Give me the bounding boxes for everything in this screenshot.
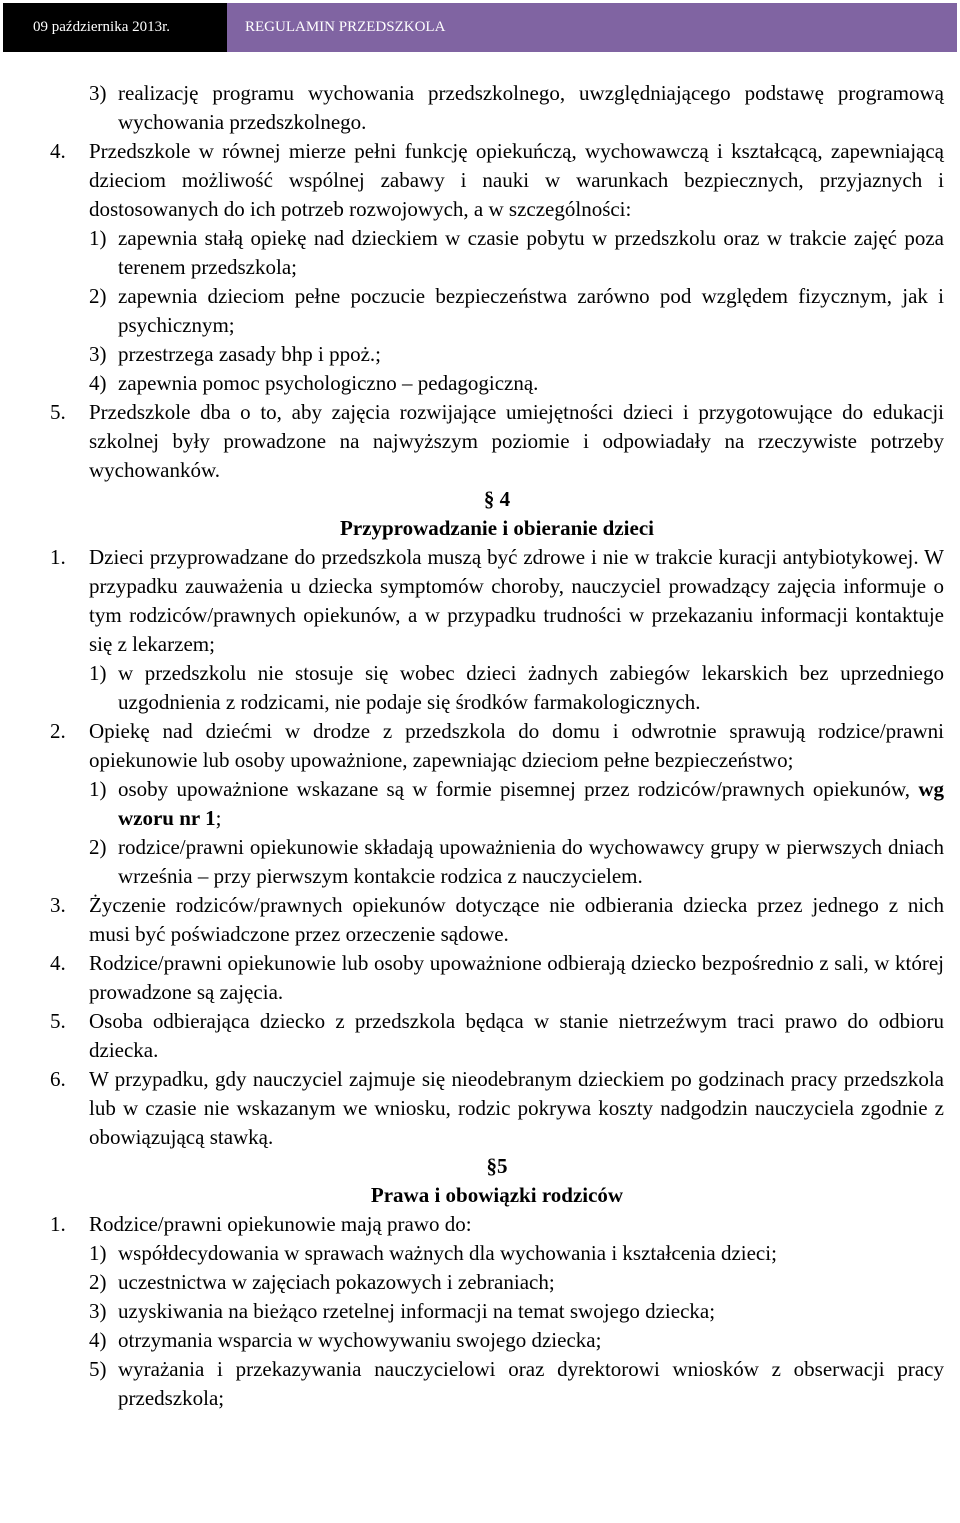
item-text: zapewnia dzieciom pełne poczucie bezpieczeństwa zarówno pod względem fizycznym, jak i psychicznym; — [118, 284, 944, 337]
list-subitem — [50, 833, 944, 891]
list-item — [50, 717, 944, 775]
item-text: przestrzega zasady bhp i ppoż.; — [118, 342, 381, 366]
item-text-end: ; — [215, 806, 222, 830]
list-item — [50, 398, 944, 485]
item-text: współdecydowania w sprawach ważnych dla wychowania i kształcenia dzieci; — [118, 1241, 777, 1265]
item-text: osoby upoważnione wskazane są w formie pisemnej przez rodziców/prawnych opiekunów, — [118, 777, 919, 801]
item-text: W przypadku, gdy nauczyciel zajmuje się nieodebranym dzieckiem po godzinach pracy przedszkola lub w czasie nie wskazanym we wniosku, rodzic pokrywa koszty nadgodzin nauczyciela zgodnie z obowiązującą stawką. — [89, 1067, 944, 1149]
item-text: otrzymania wsparcia w wychowywaniu swojego dziecka; — [118, 1328, 602, 1352]
item-text: zapewnia pomoc psychologiczno – pedagogiczną. — [118, 371, 539, 395]
section-heading: Prawa i obowiązki rodziców — [370, 1183, 624, 1207]
list-subitem — [50, 282, 944, 340]
list-subitem — [50, 1268, 944, 1297]
item-number: 6. — [50, 1067, 66, 1091]
list-item — [50, 543, 944, 659]
item-number: 3) — [89, 342, 107, 366]
list-subitem — [50, 775, 944, 833]
item-bold-text: wg wzoru nr 1 — [118, 777, 944, 830]
item-text: Przedszkole dba o to, aby zajęcia rozwijające umiejętności dzieci i przygotowujące do edukacji szkolnej były prowadzone na najwyższym poziomie i odpowiadały na rzeczywiste potrzeby wychowanków. — [89, 400, 944, 482]
item-number: 2) — [89, 835, 107, 859]
item-text: Dzieci przyprowadzane do przedszkola muszą być zdrowe i nie w trakcie kuracji antybiotykowej. W przypadku zauważenia u dziecka symptomów choroby, nauczyciel prowadzący zajęcia informuje o tym rodziców/prawnych opiekunów, a w przypadku trudności w przekazaniu informacji kontaktuje się z lekarzem; — [89, 545, 944, 656]
item-text: Życzenie rodziców/prawnych opiekunów dotyczące nie odbierania dziecka przez jednego z nich musi być poświadczone przez orzeczenie sądowe. — [89, 893, 944, 946]
list-item — [50, 949, 944, 1007]
item-number: 4) — [89, 1328, 107, 1352]
item-number: 4. — [50, 139, 66, 163]
item-text: Rodzice/prawni opiekunowie mają prawo do: — [89, 1212, 472, 1236]
item-text: uzyskiwania na bieżąco rzetelnej informacji na temat swojego dziecka; — [118, 1299, 716, 1323]
item-number: 5. — [50, 1009, 66, 1033]
section-heading: § 4 — [483, 487, 511, 511]
header-title: REGULAMIN PRZEDSZKOLA — [227, 3, 957, 52]
list-item — [50, 1210, 944, 1239]
item-text: wyrażania i przekazywania nauczycielowi oraz dyrektorowi wniosków z obserwacji pracy przedszkola; — [118, 1357, 944, 1410]
item-text: uczestnictwa w zajęciach pokazowych i zebraniach; — [118, 1270, 555, 1294]
section-heading: Przyprowadzanie i obieranie dzieci — [340, 516, 654, 540]
item-number: 1) — [89, 1241, 107, 1265]
document-body — [50, 79, 944, 1413]
header-date: 09 października 2013r. — [3, 3, 227, 52]
list-subitem — [50, 1326, 944, 1355]
item-number: 2) — [89, 1270, 107, 1294]
list-subitem — [50, 340, 944, 369]
item-number: 3) — [89, 1299, 107, 1323]
item-text: rodzice/prawni opiekunowie składają upoważnienia do wychowawcy grupy w pierwszych dniach września – przy pierwszym kontakcie rodzica z nauczycielem. — [118, 835, 944, 888]
item-text: realizację programu wychowania przedszkolnego, uwzględniającego podstawę programową wychowania przedszkolnego. — [118, 81, 944, 134]
item-text: Osoba odbierająca dziecko z przedszkola będąca w stanie nietrzeźwym traci prawo do odbioru dziecka. — [89, 1009, 944, 1062]
list-subitem — [50, 1239, 944, 1268]
list-subitem — [50, 659, 944, 717]
item-text: Opiekę nad dziećmi w drodze z przedszkola do domu i odwrotnie sprawują rodzice/prawni opiekunowie lub osoby upoważnione, zapewniając dzieciom pełne bezpieczeństwo; — [89, 719, 944, 772]
item-number: 1) — [89, 777, 107, 801]
list-item — [50, 1065, 944, 1152]
item-number: 1. — [50, 545, 66, 569]
item-text: zapewnia stałą opiekę nad dzieckiem w czasie pobytu w przedszkolu oraz w trakcie zajęć poza terenem przedszkola; — [118, 226, 944, 279]
item-number: 4) — [89, 371, 107, 395]
item-number: 1. — [50, 1212, 66, 1236]
page-header — [3, 3, 957, 52]
section-heading: §5 — [486, 1154, 508, 1178]
item-number: 2) — [89, 284, 107, 308]
list-subitem — [50, 1355, 944, 1413]
list-item — [50, 891, 944, 949]
item-number: 3) — [89, 81, 107, 105]
list-subitem — [50, 79, 944, 137]
item-number: 2. — [50, 719, 66, 743]
item-number: 5) — [89, 1357, 107, 1381]
item-text: w przedszkolu nie stosuje się wobec dzieci żadnych zabiegów lekarskich bez uprzedniego uzgodnienia z rodzicami, nie podaje się środków farmakologicznych. — [118, 661, 944, 714]
item-number: 1) — [89, 226, 107, 250]
list-item — [50, 137, 944, 224]
item-number: 4. — [50, 951, 66, 975]
list-subitem — [50, 369, 944, 398]
item-number: 5. — [50, 400, 66, 424]
item-text: Rodzice/prawni opiekunowie lub osoby upoważnione odbierają dziecko bezpośrednio z sali, w której prowadzone są zajęcia. — [89, 951, 944, 1004]
item-text: Przedszkole w równej mierze pełni funkcję opiekuńczą, wychowawczą i kształcącą, zapewniającą dzieciom możliwość wspólnej zabawy i nauki w warunkach bezpiecznych, przyjaznych i dostosowanych do ich potrzeb rozwojowych, a w szczególności: — [89, 139, 944, 221]
list-subitem — [50, 1297, 944, 1326]
list-subitem — [50, 224, 944, 282]
item-number: 3. — [50, 893, 66, 917]
list-item — [50, 1007, 944, 1065]
item-number: 1) — [89, 661, 107, 685]
